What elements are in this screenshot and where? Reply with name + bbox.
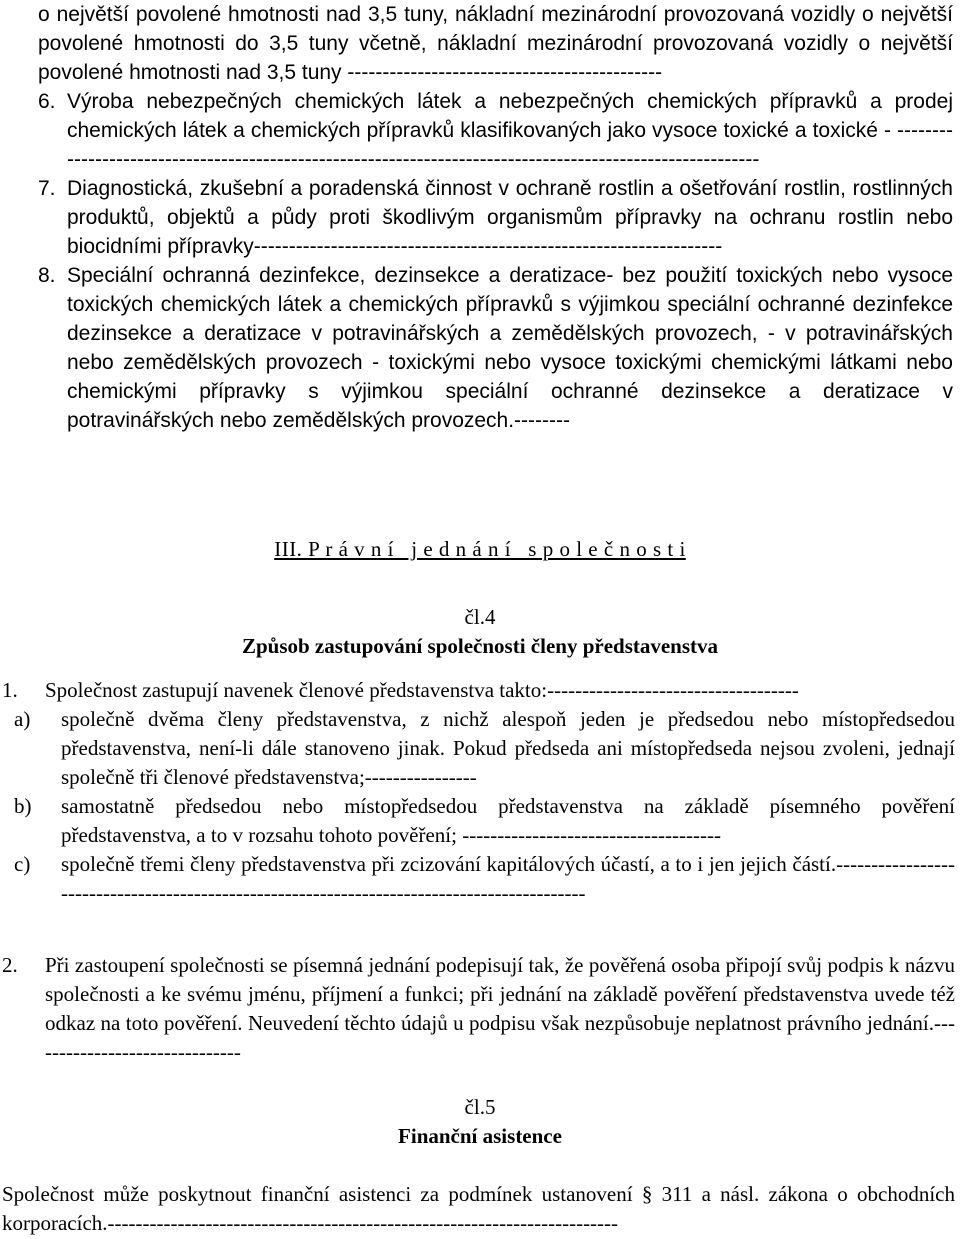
top-continuation-text: o největší povolené hmotnosti nad 3,5 tuny, nákladní mezinárodní provozovaná vozidly o největší povolené hmotnosti do 3,5 tuny včetně, nákladní mezinárodní provozovaná vozidly o největší povolené hmotnosti nad 3,5 tuny ---------------------------------------------: [38, 3, 953, 84]
article-4-number: čl.4: [464, 605, 496, 629]
article-4-sub-a-text: společně dvěma členy představenstva, z nichž alespoň jeden je předsedou nebo místopředsedou představenstva, není-li dále stanoveno jinak. Pokud předseda ani místopředseda nejsou zvoleni, jednají společně tři členové představenstva;----------------: [61, 707, 955, 789]
item-6-number: 6.: [38, 90, 56, 113]
article-5-number: čl.5: [464, 1095, 496, 1119]
article-4-p2-text: Při zastoupení společnosti se písemná jednání podepisují tak, že pověřená osoba připojí svůj podpis k názvu společnosti a ke svému jménu, příjmení a funkci; při jednání na základě pověření představenstva uvede též odkaz na toto pověření. Neuvedení těchto údajů u podpisu však nezpůsobuje neplatnost právního jednání.-------------------------------: [45, 953, 955, 1064]
article-4-p1-text: Společnost zastupují navenek členové představenstva takto:------------------------------------: [45, 678, 799, 702]
article-4-sub-b-label: b): [14, 794, 32, 818]
item-8-number: 8.: [38, 264, 56, 287]
item-7-text: Diagnostická, zkušební a poradenská činnost v ochraně rostlin a ošetřování rostlin, rostlinných produktů, objektů a půdy proti škodlivým organismům přípravky na ochranu rostlin nebo biocidními přípravky-------------------------------------------------------------------: [67, 177, 953, 258]
article-5-title: Finanční asistence: [398, 1124, 562, 1148]
top-continuation-paragraph: [38, 0, 953, 87]
article-4-p2-number: 2.: [2, 953, 18, 977]
item-6-text: Výroba nebezpečných chemických látek a nebezpečných chemických přípravků a prodej chemických látek a chemických přípravků klasifikovaných jako vysoce toxické a toxické - -----------------------------------------------------------------------------------------------------------: [67, 90, 953, 171]
article-4-sub-b-text: samostatně předsedou nebo místopředsedou představenstva na základě písemného pověření představenstva, a to v rozsahu tohoto pověření; -------------------------------------: [61, 794, 955, 847]
section-heading-text: III. P r á v n í j e d n á n í s p o l e č n o s t i: [274, 537, 686, 561]
item-8-text: Speciální ochranná dezinfekce, dezinsekce a deratizace- bez použití toxických nebo vysoce toxických chemických látek a chemických přípravků s výjimkou speciální ochranné dezinfekce dezinsekce a deratizace v potravinářských a zemědělských provozech, - v potravinářských nebo zemědělských provozech - toxickými nebo vysoce toxickými chemickými látkami nebo chemickými přípravky s výjimkou speciální ochranné dezinsekce a deratizace v potravinářských nebo zemědělských provozech.--------: [67, 264, 953, 432]
article-5-text: Společnost může poskytnout finanční asistenci za podmínek ustanovení § 311 a násl. zákona o obchodních korporacích.-------------------------------------------------------------------------: [2, 1182, 955, 1235]
item-7-number: 7.: [38, 177, 56, 200]
article-4-sub-c-text: společně třemi členy představenstva při zcizování kapitálových účastí, a to i jen jejich částí.--------------------------------------------------------------------------------------------: [61, 852, 955, 905]
article-4-sub-c-label: c): [14, 852, 31, 876]
article-4-sub-a-label: a): [14, 707, 31, 731]
article-4-p1-number: 1.: [2, 678, 18, 702]
article-4-title: Způsob zastupování společnosti členy představenstva: [241, 634, 719, 658]
section-heading: [0, 535, 960, 564]
